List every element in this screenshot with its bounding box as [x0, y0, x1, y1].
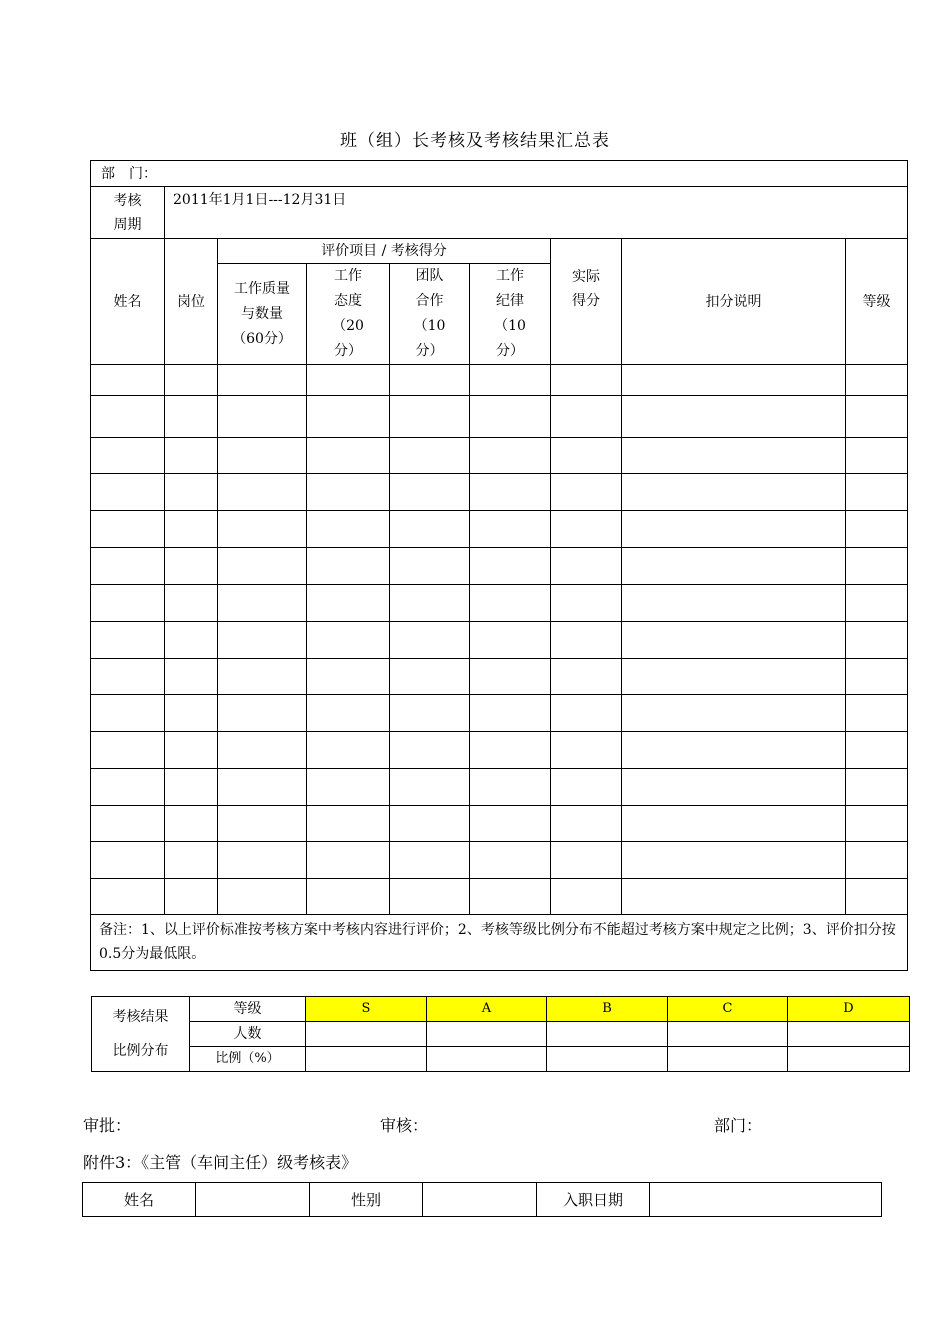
cell[interactable]: [470, 806, 551, 842]
cell[interactable]: [470, 622, 551, 659]
cell[interactable]: [846, 806, 908, 842]
cell[interactable]: [846, 396, 908, 438]
cell[interactable]: [622, 659, 846, 695]
cell[interactable]: [218, 585, 307, 622]
cell[interactable]: [551, 806, 622, 842]
cell[interactable]: [551, 585, 622, 622]
department-signature: 部门：: [714, 1116, 763, 1135]
cell[interactable]: [390, 732, 470, 769]
header-name: 姓名: [91, 239, 165, 365]
cell[interactable]: [218, 879, 307, 915]
cell[interactable]: [390, 474, 470, 511]
cell[interactable]: [470, 365, 551, 396]
cell[interactable]: [846, 769, 908, 806]
cell[interactable]: [218, 548, 307, 585]
cell[interactable]: [91, 396, 165, 438]
grade-b: B: [547, 997, 668, 1022]
header-grade: 等级: [846, 239, 908, 365]
grade-distribution-table: [91, 996, 910, 1072]
cell[interactable]: [307, 474, 390, 511]
cell[interactable]: [622, 511, 846, 548]
cell[interactable]: [91, 585, 165, 622]
cell[interactable]: [551, 842, 622, 879]
cell[interactable]: [622, 396, 846, 438]
page-title: 班（组）长考核及考核结果汇总表: [340, 131, 610, 151]
cell[interactable]: [218, 659, 307, 695]
cell[interactable]: [165, 365, 218, 396]
cell[interactable]: [165, 659, 218, 695]
info-name-field[interactable]: [196, 1183, 310, 1217]
cell[interactable]: [218, 474, 307, 511]
cell[interactable]: [846, 585, 908, 622]
ratio-c-cell[interactable]: [668, 1047, 788, 1072]
cell[interactable]: [470, 695, 551, 732]
table-row: [91, 769, 908, 806]
cell[interactable]: [551, 365, 622, 396]
cell[interactable]: [846, 548, 908, 585]
review-signature: 审核：: [380, 1116, 429, 1135]
cell[interactable]: [307, 769, 390, 806]
ratio-b-cell[interactable]: [547, 1047, 668, 1072]
cell[interactable]: [470, 474, 551, 511]
cell[interactable]: [390, 806, 470, 842]
cell[interactable]: [91, 365, 165, 396]
cell[interactable]: [390, 695, 470, 732]
cell[interactable]: [622, 842, 846, 879]
cell[interactable]: [551, 622, 622, 659]
notes: 备注：1、以上评价标准按考核方案中考核内容进行评价；2、考核等级比例分布不能超过考核方案中规定之比例；3、评价扣分按0.5分为最低限。: [91, 915, 908, 971]
cell[interactable]: [846, 879, 908, 915]
cell[interactable]: [470, 548, 551, 585]
cell[interactable]: [622, 474, 846, 511]
cell[interactable]: [622, 695, 846, 732]
header-eval-group: 评价项目 / 考核得分: [218, 239, 551, 264]
distribution-label: 考核结果 比例分布: [92, 997, 190, 1072]
grade-row-label: 等级: [190, 997, 306, 1022]
cell[interactable]: [91, 659, 165, 695]
period-value: 2011年1月1日---12月31日: [165, 187, 908, 239]
period-label: 考核 周期: [91, 187, 165, 239]
cell[interactable]: [91, 769, 165, 806]
cell[interactable]: [307, 438, 390, 474]
header-quality: 工作质量 与数量 （60分）: [218, 264, 307, 365]
table-row: [91, 438, 908, 474]
cell[interactable]: [846, 842, 908, 879]
table-row: [91, 396, 908, 438]
cell[interactable]: [390, 438, 470, 474]
cell[interactable]: [218, 622, 307, 659]
cell[interactable]: [622, 879, 846, 915]
cell[interactable]: [846, 474, 908, 511]
header-actual-score: 实际 得分: [551, 239, 622, 365]
table-row: [91, 622, 908, 659]
cell[interactable]: [846, 695, 908, 732]
cell[interactable]: [390, 769, 470, 806]
cell[interactable]: [551, 732, 622, 769]
cell[interactable]: [218, 842, 307, 879]
table-row: [91, 365, 908, 396]
department-field[interactable]: 部 门：: [91, 161, 908, 187]
grade-c: C: [668, 997, 788, 1022]
cell[interactable]: [307, 585, 390, 622]
cell[interactable]: [307, 622, 390, 659]
cell[interactable]: [218, 695, 307, 732]
cell[interactable]: [551, 438, 622, 474]
cell[interactable]: [551, 396, 622, 438]
cell[interactable]: [846, 365, 908, 396]
cell[interactable]: [165, 695, 218, 732]
cell[interactable]: [91, 474, 165, 511]
cell[interactable]: [390, 879, 470, 915]
cell[interactable]: [91, 438, 165, 474]
cell[interactable]: [390, 842, 470, 879]
cell[interactable]: [470, 585, 551, 622]
table-row: [91, 548, 908, 585]
grade-s: S: [306, 997, 427, 1022]
table-row: [91, 585, 908, 622]
cell[interactable]: [470, 396, 551, 438]
cell[interactable]: [470, 769, 551, 806]
cell[interactable]: [218, 806, 307, 842]
supervisor-info-table: [82, 1182, 882, 1217]
table-row: [91, 842, 908, 879]
count-s-cell[interactable]: [306, 1022, 427, 1047]
info-hire-date-field[interactable]: [650, 1183, 882, 1217]
cell[interactable]: [551, 695, 622, 732]
cell[interactable]: [307, 732, 390, 769]
evaluation-summary-table: [90, 160, 908, 971]
appendix-title: 附件3：《主管（车间主任）级考核表》: [83, 1153, 358, 1172]
cell[interactable]: [390, 548, 470, 585]
cell[interactable]: [218, 396, 307, 438]
info-hire-date-label: 入职日期: [537, 1183, 650, 1217]
cell[interactable]: [307, 365, 390, 396]
cell[interactable]: [218, 365, 307, 396]
cell[interactable]: [307, 396, 390, 438]
info-gender-label: 性别: [310, 1183, 423, 1217]
cell[interactable]: [91, 842, 165, 879]
cell[interactable]: [470, 511, 551, 548]
count-b-cell[interactable]: [547, 1022, 668, 1047]
cell[interactable]: [846, 622, 908, 659]
cell[interactable]: [470, 879, 551, 915]
ratio-d-cell[interactable]: [788, 1047, 910, 1072]
cell[interactable]: [165, 806, 218, 842]
info-gender-field[interactable]: [423, 1183, 537, 1217]
cell[interactable]: [390, 365, 470, 396]
cell[interactable]: [622, 622, 846, 659]
table-row: [91, 806, 908, 842]
cell[interactable]: [551, 511, 622, 548]
cell[interactable]: [165, 511, 218, 548]
cell[interactable]: [622, 769, 846, 806]
cell[interactable]: [846, 732, 908, 769]
count-a-cell[interactable]: [427, 1022, 547, 1047]
cell[interactable]: [622, 438, 846, 474]
cell[interactable]: [551, 548, 622, 585]
cell[interactable]: [390, 511, 470, 548]
count-c-cell[interactable]: [668, 1022, 788, 1047]
count-d-cell[interactable]: [788, 1022, 910, 1047]
ratio-a-cell[interactable]: [427, 1047, 547, 1072]
cell[interactable]: [307, 806, 390, 842]
cell[interactable]: [165, 622, 218, 659]
table-row: [91, 659, 908, 695]
cell[interactable]: [551, 659, 622, 695]
cell[interactable]: [622, 806, 846, 842]
cell[interactable]: [91, 732, 165, 769]
cell[interactable]: [551, 769, 622, 806]
cell[interactable]: [551, 879, 622, 915]
cell[interactable]: [307, 511, 390, 548]
cell[interactable]: [390, 585, 470, 622]
cell[interactable]: [165, 438, 218, 474]
ratio-row-label: 比例（%）: [190, 1047, 306, 1072]
cell[interactable]: [165, 842, 218, 879]
cell[interactable]: [218, 769, 307, 806]
cell[interactable]: [218, 732, 307, 769]
cell[interactable]: [846, 511, 908, 548]
cell[interactable]: [622, 365, 846, 396]
table-row: [91, 879, 908, 915]
cell[interactable]: [390, 396, 470, 438]
cell[interactable]: [91, 548, 165, 585]
cell[interactable]: [390, 622, 470, 659]
approve-signature: 审批：: [83, 1116, 132, 1135]
cell[interactable]: [551, 474, 622, 511]
header-deduction: 扣分说明: [622, 239, 846, 365]
cell[interactable]: [846, 659, 908, 695]
table-row: [91, 732, 908, 769]
cell[interactable]: [165, 548, 218, 585]
cell[interactable]: [165, 732, 218, 769]
grade-d: D: [788, 997, 910, 1022]
cell[interactable]: [91, 879, 165, 915]
count-row-label: 人数: [190, 1022, 306, 1047]
cell[interactable]: [165, 769, 218, 806]
ratio-s-cell[interactable]: [306, 1047, 427, 1072]
cell[interactable]: [622, 585, 846, 622]
cell[interactable]: [307, 842, 390, 879]
header-discipline: 工作 纪律 （10 分）: [470, 264, 551, 365]
cell[interactable]: [390, 659, 470, 695]
cell[interactable]: [91, 622, 165, 659]
cell[interactable]: [470, 438, 551, 474]
grade-a: A: [427, 997, 547, 1022]
cell[interactable]: [307, 695, 390, 732]
cell[interactable]: [470, 732, 551, 769]
cell[interactable]: [307, 659, 390, 695]
header-attitude: 工作 态度 （20 分）: [307, 264, 390, 365]
cell[interactable]: [165, 879, 218, 915]
cell[interactable]: [218, 511, 307, 548]
cell[interactable]: [165, 396, 218, 438]
cell[interactable]: [307, 548, 390, 585]
table-row: [91, 511, 908, 548]
cell[interactable]: [165, 474, 218, 511]
table-row: [91, 474, 908, 511]
cell[interactable]: [622, 732, 846, 769]
cell[interactable]: [91, 511, 165, 548]
header-position: 岗位: [165, 239, 218, 365]
cell[interactable]: [218, 438, 307, 474]
cell[interactable]: [470, 659, 551, 695]
cell[interactable]: [470, 842, 551, 879]
cell[interactable]: [91, 806, 165, 842]
table-row: [91, 695, 908, 732]
info-name-label: 姓名: [83, 1183, 196, 1217]
cell[interactable]: [165, 585, 218, 622]
cell[interactable]: [846, 438, 908, 474]
cell[interactable]: [622, 548, 846, 585]
header-teamwork: 团队 合作 （10 分）: [390, 264, 470, 365]
cell[interactable]: [91, 695, 165, 732]
cell[interactable]: [307, 879, 390, 915]
